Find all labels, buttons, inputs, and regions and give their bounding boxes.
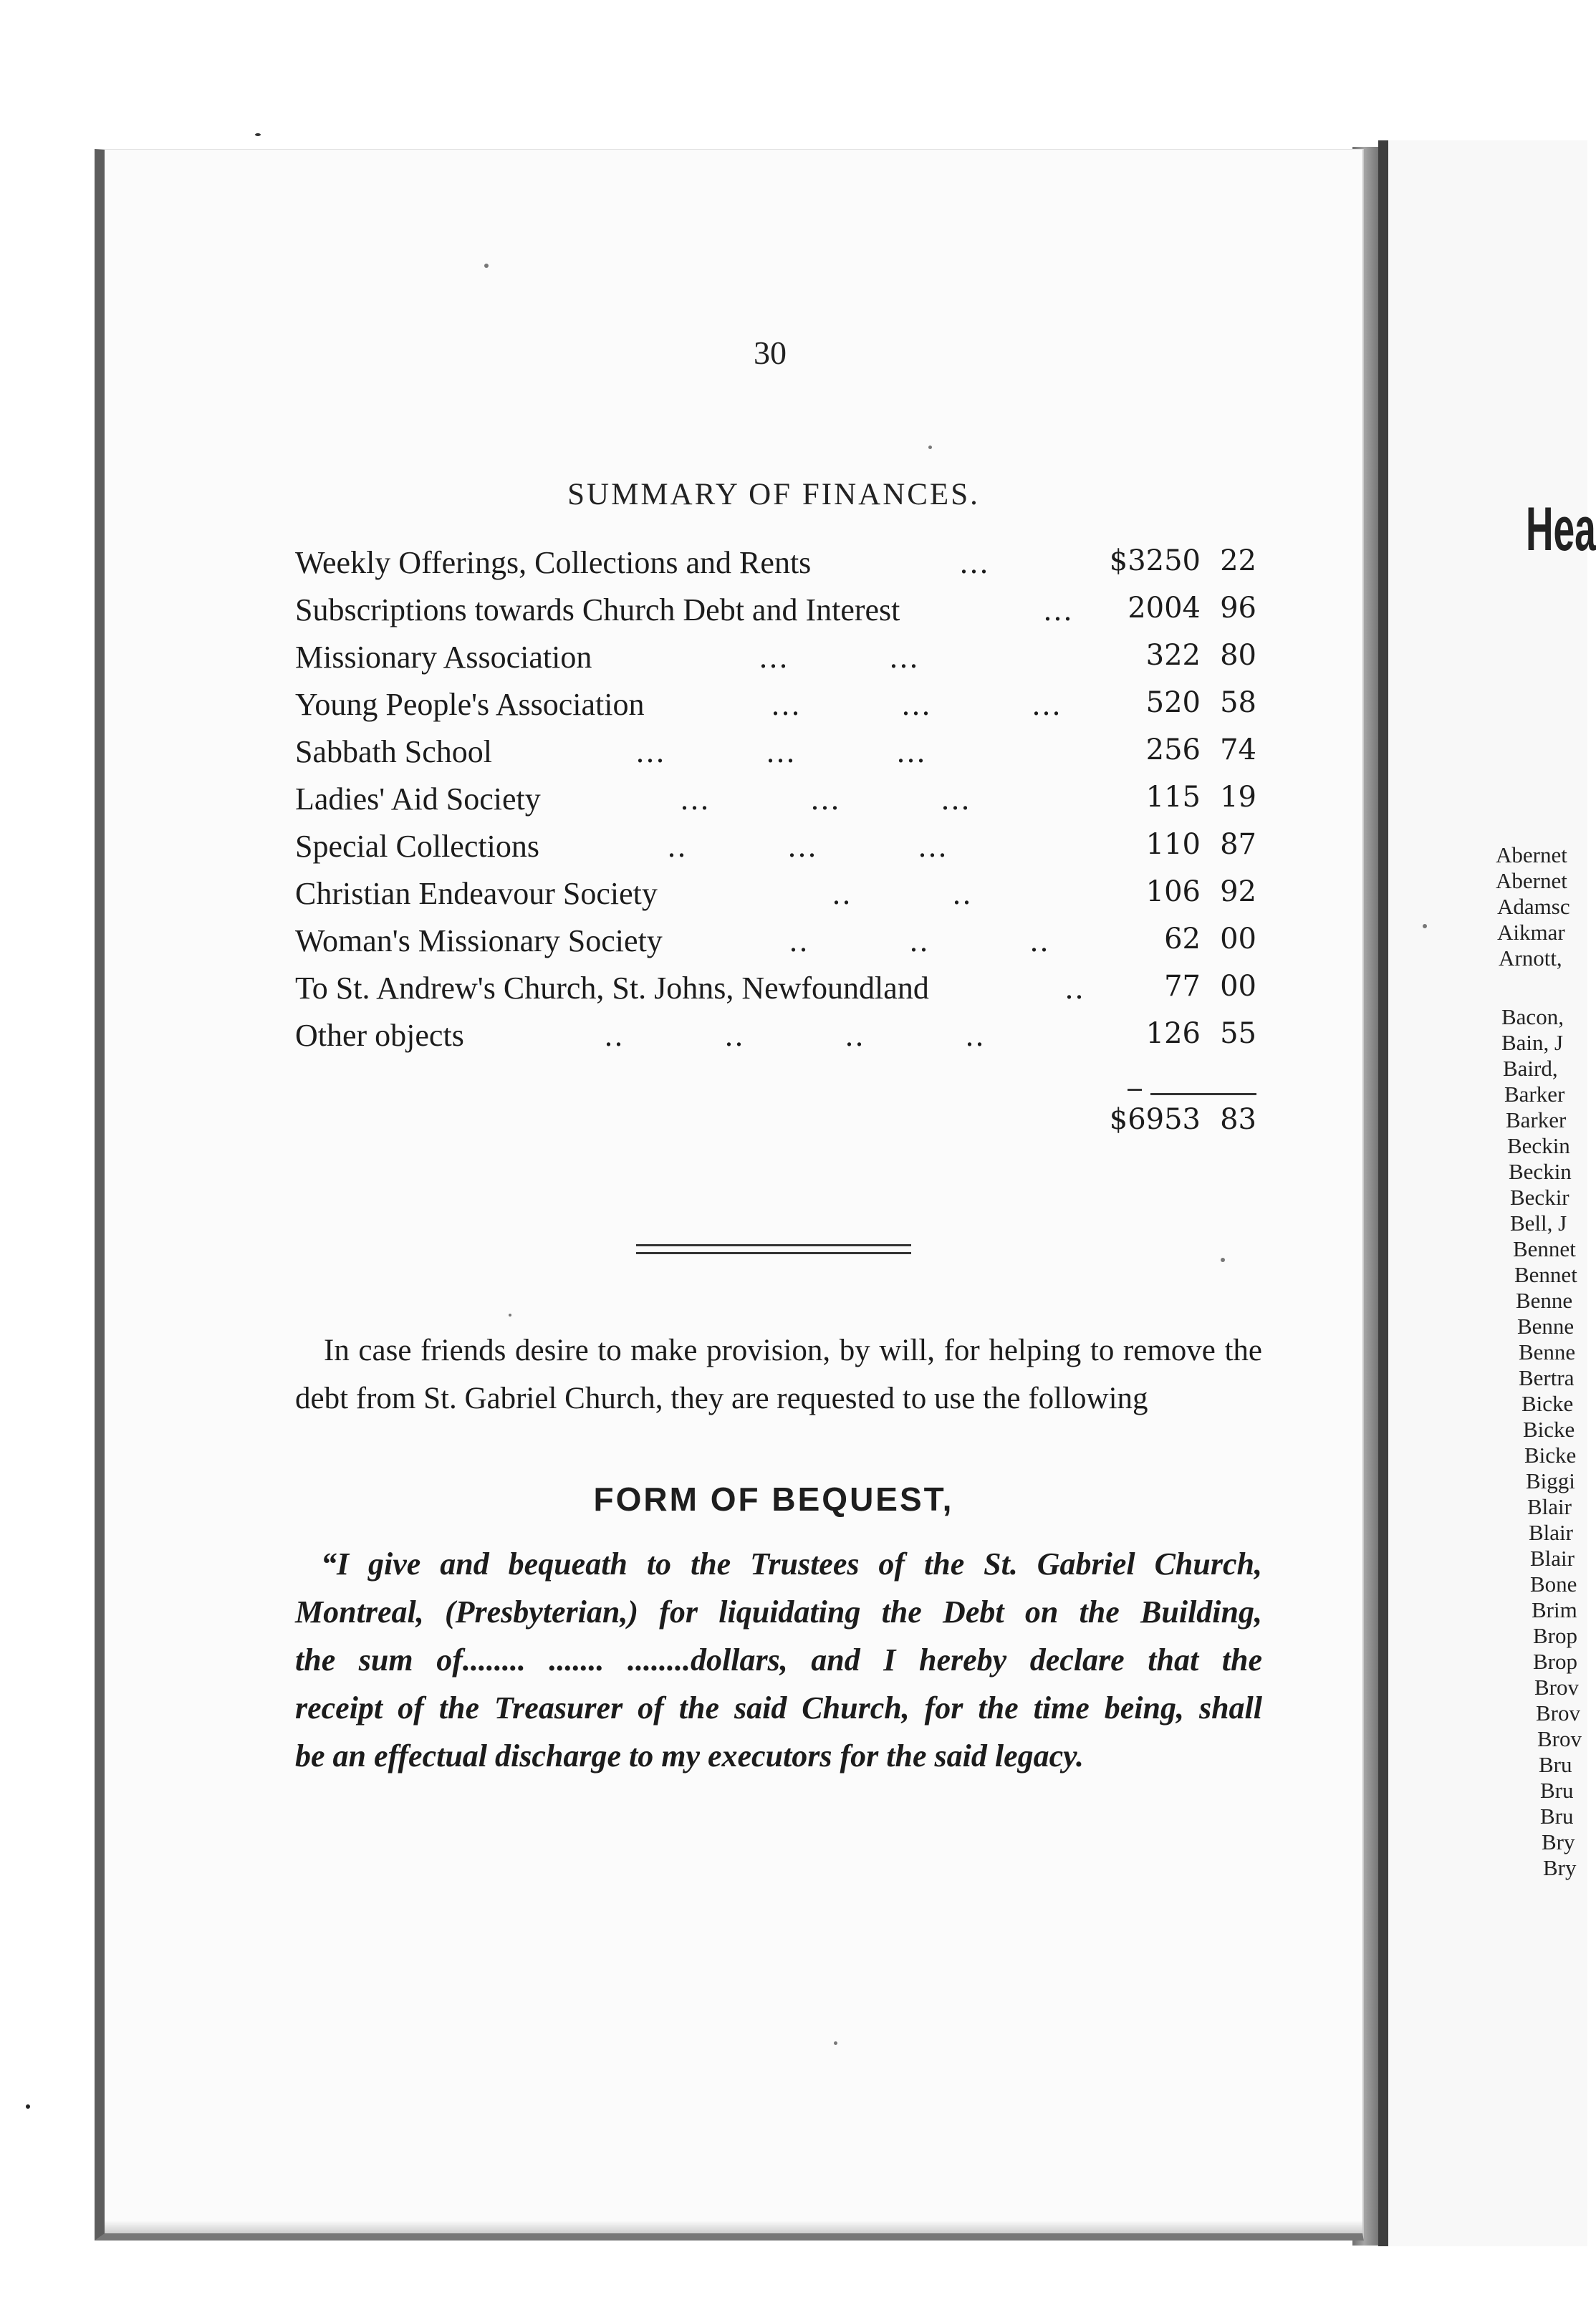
amount-dollars: 126 [1145,1017,1201,1050]
paper-speck [509,1314,511,1317]
total-rule [1150,1093,1256,1095]
amount-dollars: 256 [1145,733,1201,766]
facing-name: Beckir [1510,1185,1569,1210]
finance-row [295,592,1262,635]
paper-speck [484,264,489,268]
leader-dots: ... ... ... [636,734,927,769]
bequest-line: the sum of........ ....... ........dollars, and I hereby declare that the [295,1642,1262,1678]
facing-name: Bennet [1514,1262,1577,1287]
leader-dots: ... [1044,592,1074,627]
facing-page-heading: Hea [1526,495,1596,564]
bequest-line: be an effectual discharge to my executors for the said legacy. [295,1738,1085,1773]
leader-dots: .. ... ... [668,829,948,864]
finance-row [295,733,1262,776]
page-number: 30 [754,335,787,371]
facing-name: Bry [1543,1855,1577,1880]
paper-speck [1221,1258,1225,1262]
facing-name: Bertra [1519,1365,1575,1390]
total-rule-dash [1128,1089,1142,1091]
finance-row [295,1017,1262,1060]
facing-name: Abernet [1496,868,1567,893]
amount-cents: 96 [1220,592,1256,625]
finance-row [295,923,1262,966]
intro-paragraph: In case friends desire to make provision, by will, for helping to remove the debt from St. Gabriel Church, they are requested to use the following [295,1334,1262,1415]
amount-cents: 92 [1220,875,1256,908]
facing-name: Bru [1540,1778,1574,1803]
amount-dollars: 322 [1145,639,1201,672]
leader-dots: ... ... ... [681,781,971,817]
finance-row [295,686,1262,729]
facing-name: Biggi [1526,1468,1575,1493]
facing-name: Benne [1517,1314,1575,1339]
finance-row [295,544,1262,587]
amount-cents: 19 [1220,781,1256,814]
facing-name: Bry [1542,1829,1575,1854]
leader-dots: .. .. [832,876,973,911]
finance-label: Christian Endeavour Society [295,876,658,911]
facing-name: Blair [1530,1546,1575,1571]
paper-speck [834,2041,837,2045]
finance-label: Ladies' Aid Society [295,781,541,817]
facing-name: Barker [1506,1107,1567,1132]
facing-name: Brov [1536,1700,1580,1726]
amount-cents: 58 [1220,686,1256,719]
bequest-title: FORM OF BEQUEST, [593,1481,954,1518]
leader-dots: ... [960,545,990,580]
leader-dots: .. [1065,971,1085,1006]
amount-cents: 00 [1220,970,1256,1003]
leader-dots: .. .. .. [789,923,1050,958]
leader-dots: ... ... [759,640,920,675]
finance-label: Woman's Missionary Society [295,923,663,958]
amount-cents: 74 [1220,733,1256,766]
amount-cents: 00 [1220,923,1256,956]
finance-row [295,828,1262,871]
facing-name: Bru [1540,1804,1574,1829]
facing-name: Arnott, [1499,945,1562,971]
facing-name: Brov [1534,1675,1579,1700]
paper-speck [255,133,261,136]
amount-cents: 80 [1220,639,1256,672]
finance-label: To St. Andrew's Church, St. Johns, Newfoundland [295,971,929,1006]
paper-speck [928,446,932,449]
amount-dollars: 110 [1145,828,1201,861]
finance-row [295,781,1262,824]
section-divider [636,1244,911,1254]
amount-dollars: 2004 [1128,592,1201,625]
finance-label: Young People's Association [295,687,645,722]
facing-name: Beckin [1507,1133,1570,1158]
facing-name: Bennet [1513,1236,1576,1261]
leader-dots: ... ... ... [771,687,1062,722]
facing-name: Brop [1533,1623,1577,1648]
facing-name: Barker [1504,1082,1565,1107]
facing-name: Bicke [1524,1443,1577,1468]
finance-row [295,875,1262,918]
facing-name: Abernet [1496,842,1567,867]
amount-dollars: 77 [1164,970,1201,1003]
total-dollars: $6953 [1109,1103,1201,1136]
bequest-line: “I give and bequeath to the Trustees of the St. Gabriel Church, [321,1546,1262,1582]
amount-dollars: 62 [1164,923,1201,956]
bequest-text [295,1540,1262,1780]
finance-label: Weekly Offerings, Collections and Rents [295,545,812,580]
facing-name: Bicke [1523,1417,1575,1442]
facing-name: Brop [1533,1649,1577,1674]
summary-title: SUMMARY OF FINANCES. [567,478,980,511]
amount-dollars: 106 [1145,875,1201,908]
amount-dollars: 520 [1145,686,1201,719]
finance-label: Special Collections [295,829,539,864]
total-cents: 83 [1220,1103,1256,1136]
finance-label: Sabbath School [295,734,492,769]
facing-name: Bacon, [1501,1004,1564,1029]
total-row [295,1103,1262,1146]
amount-dollars: $3250 [1109,544,1201,577]
finance-label: Other objects [295,1018,464,1053]
facing-name: Adamsc [1497,894,1570,919]
facing-name: Bain, J [1501,1030,1564,1055]
left-page [95,149,1364,2241]
facing-name: Benne [1519,1339,1576,1365]
facing-name: Brim [1532,1597,1577,1622]
facing-name: Bru [1539,1752,1572,1777]
facing-name: Blair [1527,1494,1572,1519]
amount-cents: 87 [1220,828,1256,861]
facing-name: Brov [1537,1726,1582,1751]
paper-speck [1423,924,1427,928]
amount-dollars: 115 [1145,781,1201,814]
facing-name: Aikmar [1497,920,1565,945]
finance-row [295,970,1262,1013]
amount-cents: 55 [1220,1017,1256,1050]
facing-name: Benne [1516,1288,1573,1313]
leader-dots: .. .. .. .. [605,1018,986,1053]
finance-row [295,639,1262,682]
facing-name: Bicke [1522,1391,1574,1416]
finance-label: Missionary Association [295,640,592,675]
facing-name: Beckin [1509,1159,1572,1184]
bequest-line: receipt of the Treasurer of the said Church, for the time being, shall [295,1690,1262,1726]
facing-name: Bell, J [1510,1211,1567,1236]
facing-name: Blair [1529,1520,1573,1545]
finance-label: Subscriptions towards Church Debt and Interest [295,592,900,627]
amount-cents: 22 [1220,544,1256,577]
paper-speck [26,2104,30,2109]
facing-name: Bone [1530,1572,1577,1597]
facing-name: Baird, [1503,1056,1558,1081]
bequest-line: Montreal, (Presbyterian,) for liquidating the Debt on the Building, [295,1594,1262,1630]
